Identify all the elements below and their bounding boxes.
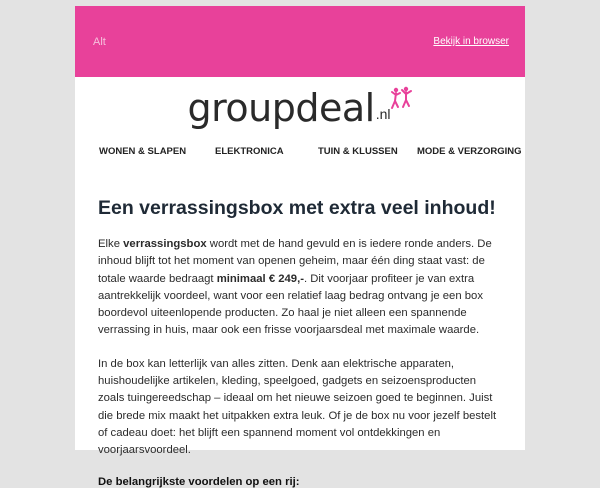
nav-item-tuin-klussen[interactable]: TUIN & KLUSSEN	[318, 146, 398, 157]
email-card	[75, 6, 525, 488]
article-paragraph-2: In de box kan letterlijk van alles zitten. Denk aan elektrische apparaten, huishoudelijke artikelen, kleding, speelgoed, gadgets en seizoensproducten zoals tuingereedschap – ideaal om het nieuwe seizoen goed te beginnen. Juist die brede mix maakt het uitpakken extra leuk. Of je de box nu voor jezelf bestelt of cadeau doet: het blijft een spannend moment vol ontdekkingen en voorjaarsvoordeel.	[98, 357, 497, 457]
logo-wordmark: groupdeal	[187, 86, 375, 130]
view-in-browser-link[interactable]: Bekijk in browser	[433, 36, 509, 47]
nav-item-elektronica[interactable]: ELEKTRONICA	[215, 146, 284, 157]
article-paragraph-1	[98, 236, 503, 340]
jumping-people-icon	[391, 86, 413, 112]
nav-item-mode-verzorging[interactable]: MODE & VERZORGING	[417, 146, 522, 157]
p1-bold-price: minimaal € 249,-	[216, 272, 304, 285]
p1-text-c: wordt met de hand gevuld en is iedere ronde anders. De inhoud blijft tot het moment van openen geheim, maar één ding staat vast: de totale waarde bedraagt	[98, 238, 492, 285]
logo-tld: .nl	[375, 106, 391, 122]
header-bar	[75, 6, 525, 77]
article-title: Een verrassingsbox met extra veel inhoud!	[98, 197, 496, 219]
p1-bold-verrassingsbox: verrassingsbox	[123, 238, 207, 250]
article-content	[98, 196, 503, 488]
category-nav	[75, 146, 525, 162]
p1-text-a: Elke	[98, 238, 124, 250]
groupdeal-logo[interactable]	[75, 84, 525, 132]
p1-text-e: . Dit voorjaar profiteer je van extra aantrekkelijk voordeel, want voor een relatief laag bedrag ontvang je een box boordevol uiteenlopende producten. Zo haal je niet alleen een spannende verrassing in huis, maar ook een frisse voorjaarsdeal met maximale waarde.	[98, 272, 483, 337]
header-alt-text: Alt	[93, 35, 106, 48]
benefits-heading: De belangrijkste voordelen op een rij:	[98, 475, 300, 488]
nav-item-wonen-slapen[interactable]: WONEN & SLAPEN	[99, 146, 187, 157]
